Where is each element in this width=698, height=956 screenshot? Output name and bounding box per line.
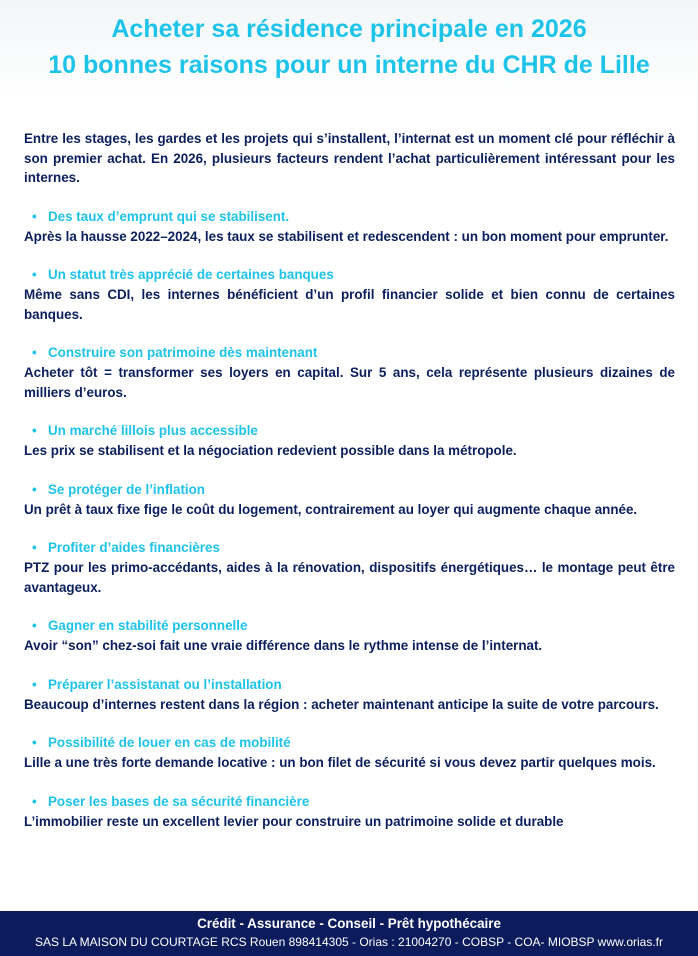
reason-text: Acheter tôt = transformer ses loyers en capital. Sur 5 ans, cela représente plusieurs dizaines de milliers d’euros. [24,365,675,400]
bullet-icon: • [32,676,37,692]
reason-heading [24,343,675,363]
reason-heading [24,675,675,695]
reason-item [24,480,675,520]
reason-item [24,792,675,832]
reason-heading [24,792,675,812]
reason-text: Les prix se stabilisent et la négociation redevient possible dans la métropole. [24,443,517,458]
reason-title: Des taux d’emprunt qui se stabilisent. [48,208,290,224]
reason-heading [24,538,675,558]
reason-title: Préparer l’assistanat ou l’installation [48,676,282,692]
bullet-icon: • [32,481,37,497]
footer-bar [0,911,698,956]
reason-text: Même sans CDI, les internes bénéficient d’un profil financier solide et bien connu de certaines banques. [24,287,675,322]
bullet-icon: • [32,208,37,224]
reason-item [24,616,675,656]
page-title: Acheter sa résidence principale en 2026 [111,15,587,43]
reason-item [24,733,675,773]
reason-text: Avoir “son” chez-soi fait une vraie différence dans le rythme intense de l’internat. [24,638,543,653]
reason-text: PTZ pour les primo-accédants, aides à la rénovation, dispositifs énergétiques… le montage peut être avantageux. [24,560,675,595]
reason-title: Gagner en stabilité personnelle [48,618,248,633]
intro-paragraph: Entre les stages, les gardes et les projets qui s’installent, l’internat est un moment clé pour réfléchir à son premier achat. En 2026, plusieurs facteurs rendent l’achat particulièrement intéressant pour les internes. [24,131,675,185]
bullet-icon: • [32,793,37,809]
reason-title: Un statut très apprécié de certaines banques [48,267,334,282]
reason-title: Un marché lillois plus accessible [48,423,258,438]
reason-heading [24,207,675,227]
bullet-icon: • [32,267,37,282]
reason-title: Profiter d’aides financières [48,540,220,555]
bullet-icon: • [32,618,37,633]
reason-title: Se protéger de l’inflation [48,481,205,497]
reason-item [24,538,675,597]
page-subtitle: 10 bonnes raisons pour un interne du CHR de Lille [48,51,650,79]
reason-heading [24,265,675,285]
reason-heading [24,480,675,500]
reason-item [24,265,675,324]
reason-text: Après la hausse 2022–2024, les taux se stabilisent et redescendent : un bon moment pour emprunter. [24,228,669,244]
reason-title: Construire son patrimoine dès maintenant [48,345,318,360]
reason-text: L’immobilier reste un excellent levier pour construire un patrimoine solide et durable [24,813,564,829]
footer-services: Crédit - Assurance - Conseil - Prêt hypothécaire [197,916,501,931]
header-band [0,0,698,100]
reason-item [24,207,675,247]
reason-text: Lille a une très forte demande locative : un bon filet de sécurité si vous devez partir quelques mois. [24,755,656,770]
reason-heading [24,421,675,441]
reason-text: Beaucoup d’internes restent dans la région : acheter maintenant anticipe la suite de votre parcours. [24,696,659,712]
bullet-icon: • [32,423,37,438]
bullet-icon: • [32,345,37,360]
reason-heading [24,733,675,753]
reason-title: Poser les bases de sa sécurité financière [48,793,310,809]
bullet-icon: • [32,540,37,555]
bullet-icon: • [32,735,37,750]
reason-item [24,343,675,402]
reason-item [24,421,675,461]
reason-item [24,675,675,715]
reason-text: Un prêt à taux fixe fige le coût du logement, contrairement au loyer qui augmente chaque année. [24,501,638,517]
reason-heading [24,616,675,636]
footer-legal-mentions: SAS LA MAISON DU COURTAGE RCS Rouen 898414305 - Orias : 21004270 - COBSP - COA- MIOBSP www.orias.fr [34,935,663,949]
reason-title: Possibilité de louer en cas de mobilité [48,735,291,750]
document-body [24,129,675,831]
